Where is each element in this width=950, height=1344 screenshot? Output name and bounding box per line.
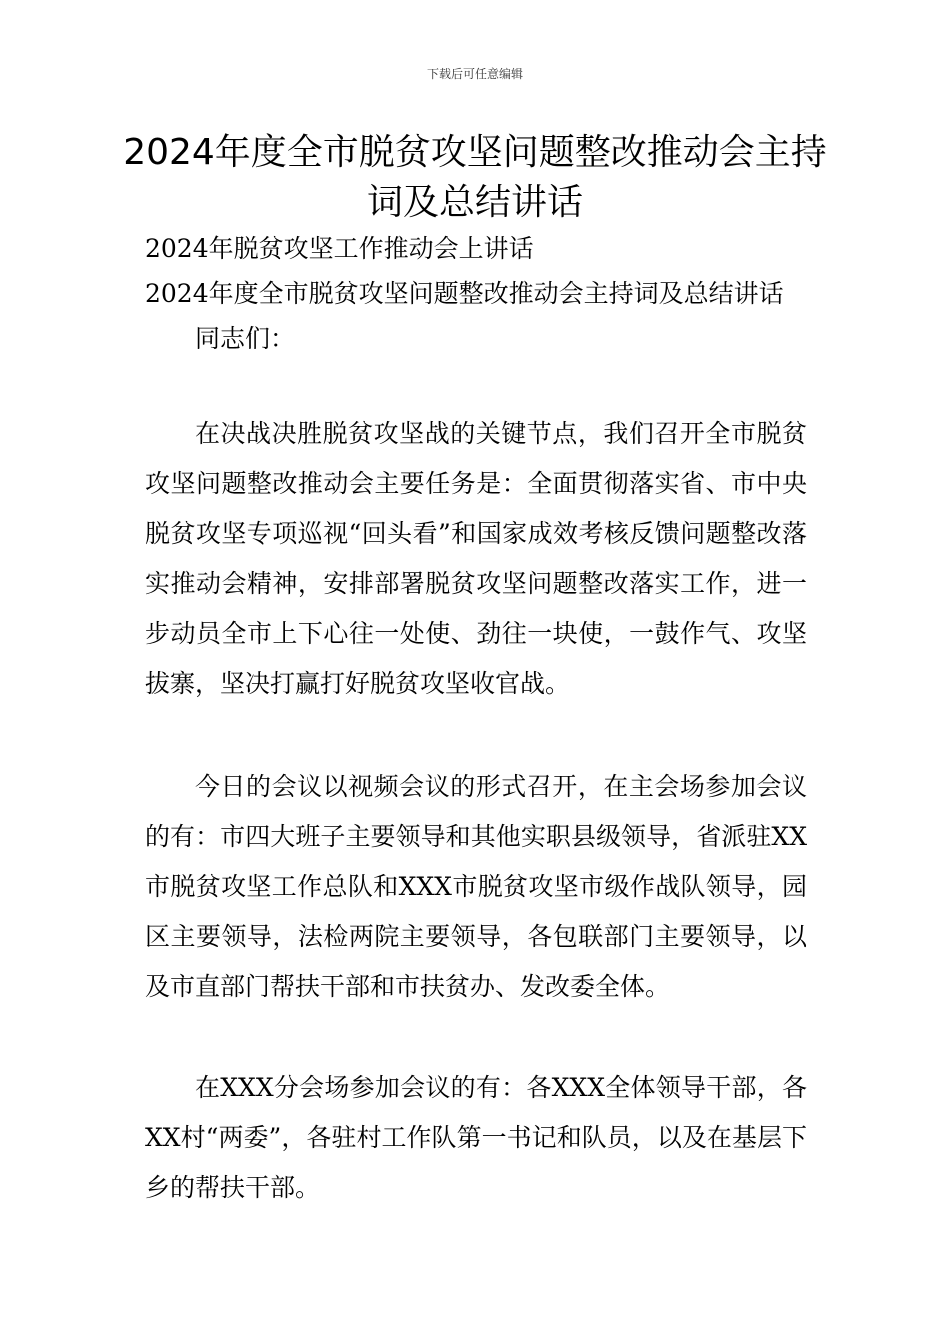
paragraph-spacer	[145, 361, 807, 409]
subtitle-line-2: 2024年度全市脱贫攻坚问题整改推动会主持词及总结讲话	[145, 279, 784, 308]
paragraph-3: 在XXX分会场参加会议的有：各XXX全体领导干部，各XX村“两委”，各驻村工作队第一书记和队员，以及在基层下乡的帮扶干部。	[145, 1073, 807, 1202]
document-body	[145, 226, 807, 1213]
page-header-note: 下载后可任意编辑	[426, 67, 523, 81]
document-title: 2024年度全市脱贫攻坚问题整改推动会主持词及总结讲话	[123, 132, 827, 223]
paragraph-1: 在决战决胜脱贫攻坚战的关键节点，我们召开全市脱贫攻坚问题整改推动会主要任务是：全面贯彻落实省、市中央脱贫攻坚专项巡视“回头看”和国家成效考核反馈问题整改落实推动会精神，安排部署脱贫攻坚问题整改落实工作，进一步动员全市上下心往一处使、劲往一块使，一鼓作气、攻坚拔寨，坚决打赢打好脱贫攻坚收官战。	[145, 419, 807, 698]
salutation: 同志们：	[195, 324, 296, 353]
paragraph-2: 今日的会议以视频会议的形式召开，在主会场参加会议的有：市四大班子主要领导和其他实职县级领导，省派驻XX市脱贫攻坚工作总队和XXX市脱贫攻坚市级作战队领导，园区主要领导，法检两院主要领导，各包联部门主要领导，以及市直部门帮扶干部和市扶贫办、发改委全体。	[145, 772, 807, 1001]
paragraph-spacer	[145, 709, 807, 762]
subtitle-line-1: 2024年脱贫攻坚工作推动会上讲话	[145, 234, 534, 263]
paragraph-spacer	[145, 1012, 807, 1063]
